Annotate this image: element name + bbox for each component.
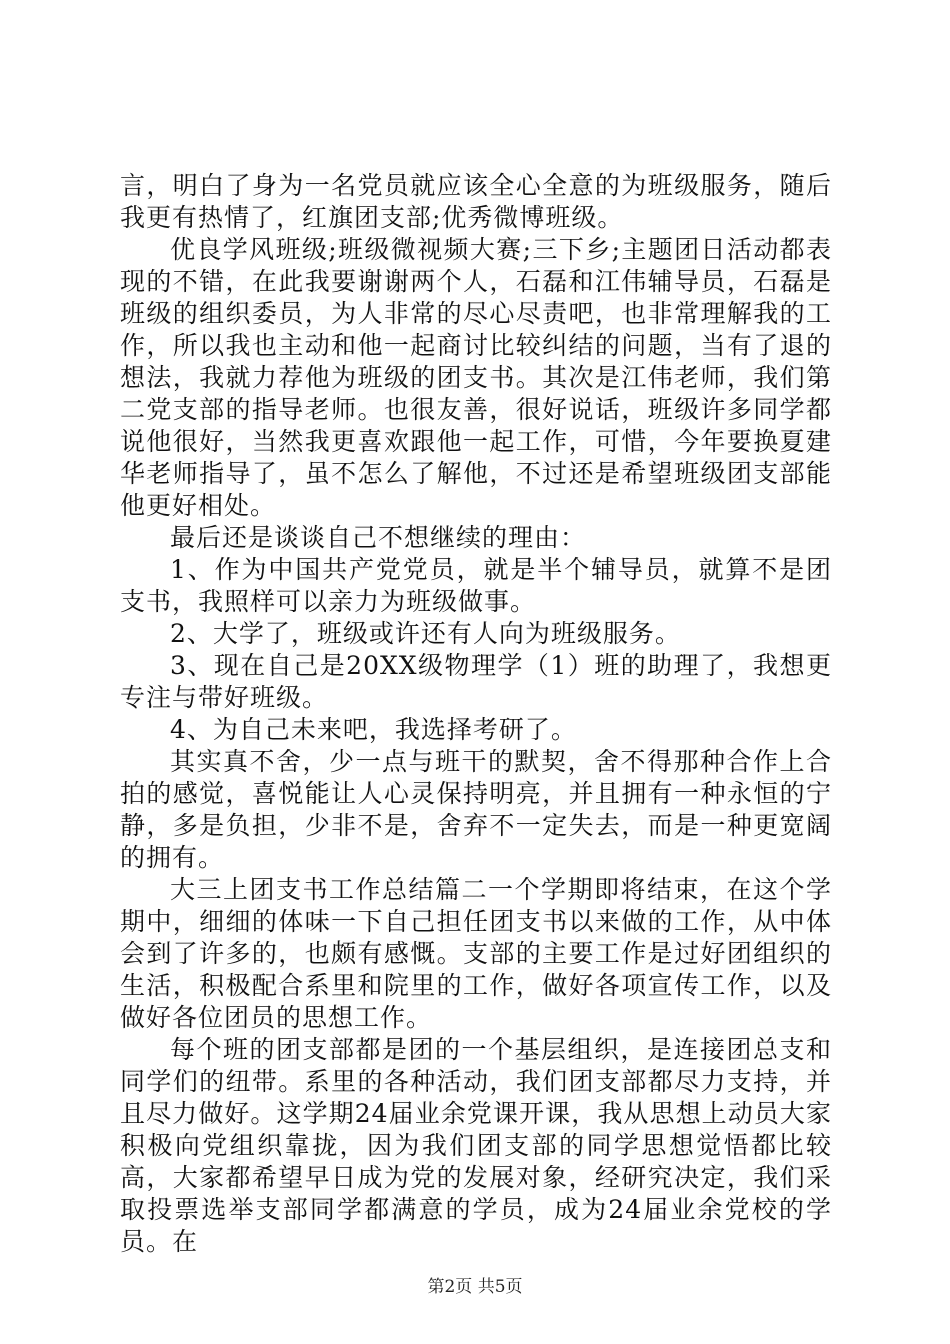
list-item-reason-2: 2、大学了，班级或许还有人向为班级服务。: [170, 619, 681, 648]
list-item-reason-1: 1、作为中国共产党党员，就是半个辅导员，就算不是团支书，我照样可以亲力为班级做事。: [120, 555, 832, 616]
paragraph-continued: 言，明白了身为一名党员就应该全心全意的为班级服务，随后我更有热情了，红旗团支部;优秀微博班级。: [120, 171, 832, 232]
paragraph: 最后还是谈谈自己不想继续的理由：: [170, 523, 587, 552]
document-body: [120, 170, 832, 1258]
paragraph: 优良学风班级;班级微视频大赛;三下乡;主题团日活动都表现的不错，在此我要谢谢两个人，石磊和江伟辅导员，石磊是班级的组织委员，为人非常的尽心尽责吧，也非常理解我的工作，所以我也主动和他一起商讨比较纠结的问题，当有了退的想法，我就力荐他为班级的团支书。其次是江伟老师，我们第二党支部的指导老师。也很友善，很好说话，班级许多同学都说他很好，当然我更喜欢跟他一起工作，可惜，今年要换夏建华老师指导了，虽不怎么了解他，不过还是希望班级团支部能他更好相处。: [120, 235, 832, 520]
list-item-reason-3: 3、现在自己是20XX级物理学（1）班的助理了，我想更专注与带好班级。: [120, 651, 832, 712]
paragraph: 其实真不舍，少一点与班干的默契，舍不得那种合作上合拍的感觉，喜悦能让人心灵保持明亮，并且拥有一种永恒的宁静，多是负担，少非不是，舍弃不一定失去，而是一种更宽阔的拥有。: [120, 747, 832, 872]
list-item-reason-4: 4、为自己未来吧，我选择考研了。: [170, 715, 577, 744]
page-number-footer: 第2页 共5页: [427, 1277, 523, 1297]
paragraph: 大三上团支书工作总结篇二一个学期即将结束，在这个学期中，细细的体味一下自己担任团支书以来做的工作，从中体会到了许多的，也颇有感慨。支部的主要工作是过好团组织的生活，积极配合系里和院里的工作，做好各项宣传工作，以及做好各位团员的思想工作。: [120, 875, 832, 1032]
paragraph: 每个班的团支部都是团的一个基层组织，是连接团总支和同学们的纽带。系里的各种活动，我们团支部都尽力支持，并且尽力做好。这学期24届业余党课开课，我从思想上动员大家积极向党组织靠拢，因为我们团支部的同学思想觉悟都比较高，大家都希望早日成为党的发展对象，经研究决定，我们采取投票选举支部同学都满意的学员，成为24届业余党校的学员。在: [120, 1035, 832, 1256]
